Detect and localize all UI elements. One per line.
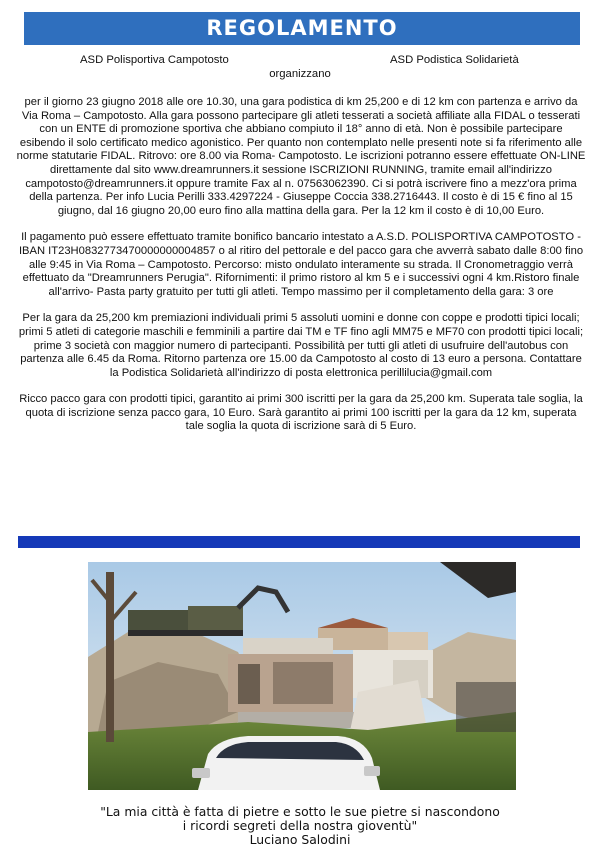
quote-line-1: "La mia città è fatta di pietre e sotto le sue pietre si nascondono (100, 804, 500, 819)
paragraph-payment-course: Il pagamento può essere effettuato tramite bonifico bancario intestato a A.S.D. POLISPORTIVA CAMPOTOSTO - IBAN IT23H0832773470000000004857 o al ritiro del pettorale e del pacco gara che avverrà sabato dalle 8:00 fino alle 9:45 in Via Roma – Campotosto. Percorso: misto ondulato interamente su strada. Il Cronometraggio verrà effettuato da "Dreamrunners Perugia". Rifornimenti: il primo ristoro al km 5 e i successivi ogni 4 km.Ristoro finale all'arrivo- Pasta party gratuito per tutti gli atleti. Tempo massimo per il completamento della gara: 3 ore (18, 231, 584, 298)
paragraph-awards-bus: Per la gara da 25,200 km premiazioni individuali primi 5 assoluti uomini e donne con coppe e prodotti tipici locali; primi 5 atleti di categorie maschili e femminili a partire dai TM e TF fino agli MM75 e MF70 con prodotti tipici locali; prime 3 società con maggior numero di partecipanti. Possibilità per tutti gli atleti di usufruire dell'autobus con partenza alle 6.45 da Roma. Ritorno partenza ore 15.00 da Campotosto al costo di 13 euro a persona. Contattare la Podistica Solidarietà all'indirizzo di posta elettronica perillilucia@gmail.com (18, 312, 584, 379)
organizers-verb: organizzano (269, 68, 331, 80)
section-divider (18, 536, 580, 548)
quote-line-2: i ricordi segreti della nostra gioventù" (182, 818, 418, 833)
paragraph-event-info: per il giorno 23 giugno 2018 alle ore 10.30, una gara podistica di km 25,200 e di 12 km con partenza e arrivo da Via Roma – Campotosto. Alla gara possono partecipare gli atleti tesserati a società affiliate alla FIDAL o tesserati con un ENTE di promozione sportiva che abbiano compiuto il 18° anno di età. Non è possibile partecipare esibendo il solo certificato medico agonistico. Per quanto non contemplato nelle presenti note si fa riferimento alle norme statutarie FIDAL. Ritrovo: ore 8.00 via Roma- Campotosto. Le iscrizioni potranno essere effettuate ON-LINE direttamente dal sito www.dreamrunners.it sessione ISCRIZIONI RUNNING, tramite email all'indirizzo campotosto@dreamrunners.it oppure tramite Fax al n. 07563062390. Ci si potrà iscrivere fino a mezz'ora prima della partenza. Per info Lucia Perilli 333.4297224 - Giuseppe Coccia 338.2716443. Il costo è di 15 € fino al 15 giugno, dal 16 giugno 20,00 euro fino alla mattina della gara. Per la 12 km il costo è di 10,00 Euro. (16, 96, 586, 217)
organizer-left: ASD Polisportiva Campotosto (80, 54, 229, 66)
quote-author: Luciano Salodini (249, 832, 351, 847)
rubble-photo (88, 562, 516, 790)
paragraph-race-pack: Ricco pacco gara con prodotti tipici, garantito ai primi 300 iscritti per la gara da 25,200 km. Superata tale soglia, la quota di iscrizione senza pacco gara, 10 Euro. Sarà garantito ai primi 100 iscritti per la gara da 12 km, superata tale soglia la quota di iscrizione sarà di 5 Euro. (19, 393, 583, 433)
page-title-banner: REGOLAMENTO (24, 12, 580, 45)
regulation-body (16, 96, 586, 447)
quote-block (0, 805, 600, 847)
organizer-right: ASD Podistica Solidarietà (390, 54, 519, 66)
